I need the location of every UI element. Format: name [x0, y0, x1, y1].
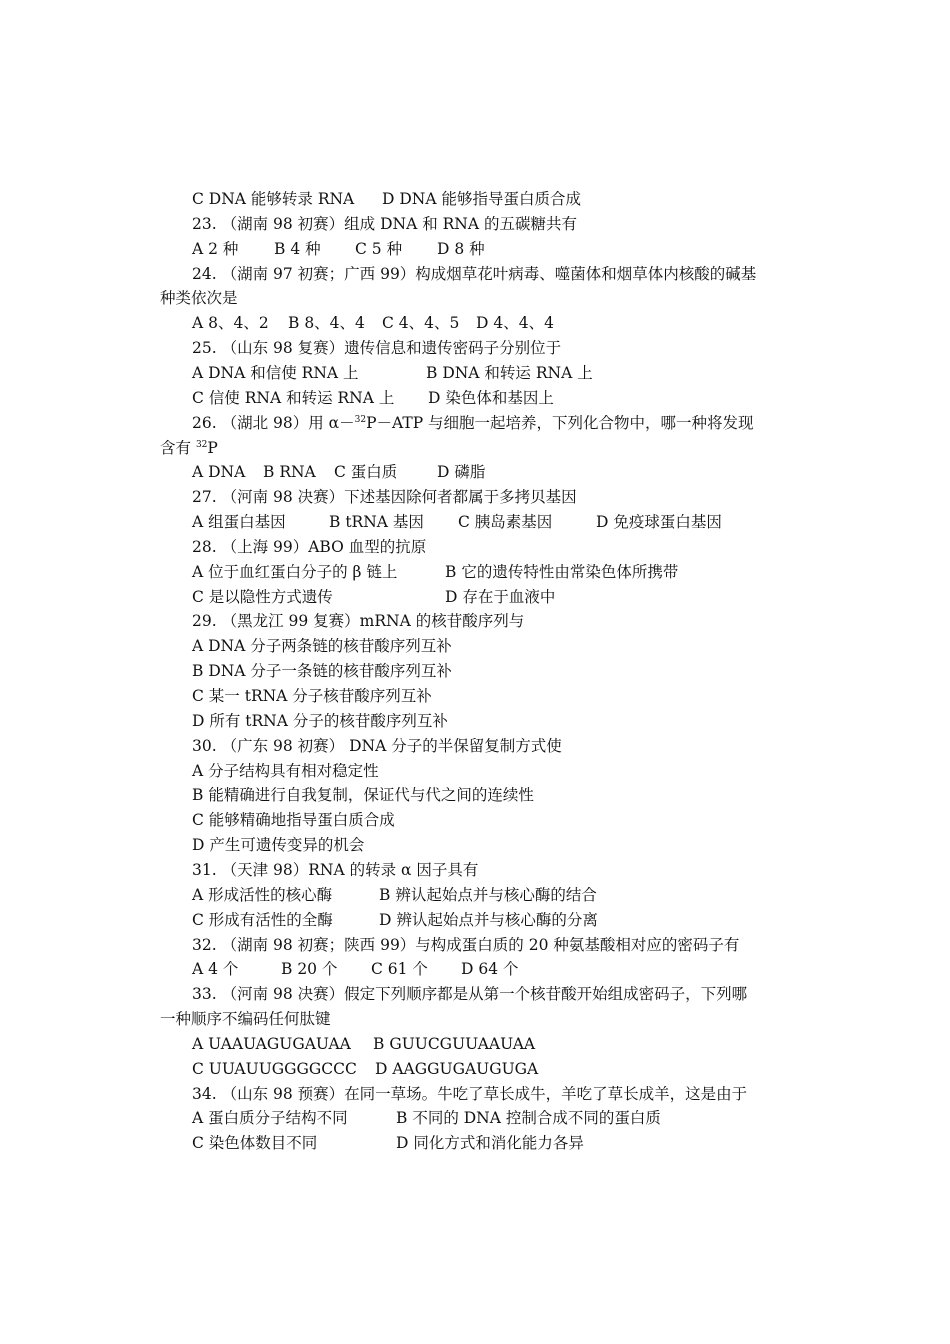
option-text: C 5 种 — [355, 239, 403, 258]
option-text: D 4、4、4 — [476, 314, 554, 333]
option-text: B 4 种 — [274, 239, 321, 258]
option-text: C UUAUUGGGGCCC — [192, 1059, 357, 1078]
option-text: B tRNA 基因 — [329, 513, 424, 532]
option-text: A DNA 和信使 RNA 上 — [192, 363, 359, 382]
option-text: C 染色体数目不同 — [192, 1134, 318, 1153]
text-line-l05: 种类依次是 — [160, 289, 238, 308]
option-text: C 61 个 — [371, 960, 428, 979]
text-line-l15: 28. （上海 99）ABO 血型的抗原 — [192, 537, 427, 556]
option-text: D 8 种 — [437, 239, 485, 258]
text-line-l21: C 某一 tRNA 分子核苷酸序列互补 — [192, 687, 432, 705]
option-text: A 组蛋白基因 — [192, 513, 286, 532]
option-text: B 8、4、4 — [288, 314, 365, 333]
text-line-l33: 33. （河南 98 决赛）假定下列顺序都是从第一个核苷酸开始组成密码子，下列哪 — [192, 985, 748, 1004]
text-line-l02: 23. （湖南 98 初赛）组成 DNA 和 RNA 的五碳糖共有 — [192, 214, 577, 233]
option-text: A 2 种 — [192, 239, 239, 258]
option-text: A DNA — [192, 463, 246, 482]
text-segment: P — [207, 438, 218, 457]
option-text: D 存在于血液中 — [445, 587, 556, 606]
option-text: B 不同的 DNA 控制合成不同的蛋白质 — [396, 1109, 661, 1128]
option-text: A UAAUAGUGAUAA — [192, 1034, 351, 1053]
text-line-l26: C 能够精确地指导蛋白质合成 — [192, 811, 395, 830]
option-text: D 64 个 — [461, 960, 519, 979]
text-line-l20: B DNA 分子一条链的核苷酸序列互补 — [192, 662, 452, 681]
option-text: C 是以隐性方式遗传 — [192, 587, 333, 606]
option-text: C 4、4、5 — [382, 314, 460, 333]
option-text: B DNA 和转运 RNA 上 — [426, 363, 593, 382]
option-text: B 它的遗传特性由常染色体所携带 — [445, 562, 679, 581]
option-text: A 蛋白质分子结构不同 — [192, 1109, 348, 1128]
text-line-l23: 30. （广东 98 初赛） DNA 分子的半保留复制方式使 — [192, 736, 562, 755]
text-line-l25: B 能精确进行自我复制，保证代与代之间的连续性 — [192, 786, 534, 805]
option-text: C 信使 RNA 和转运 RNA 上 — [192, 388, 395, 407]
option-text: D DNA 能够指导蛋白质合成 — [382, 190, 581, 208]
option-text: B RNA — [263, 463, 316, 482]
option-text: D 磷脂 — [437, 463, 486, 482]
option-text: A 形成活性的核心酶 — [192, 885, 333, 904]
option-text: C 形成有活性的全酶 — [192, 910, 333, 929]
text-line-l04: 24. （湖南 97 初赛；广西 99）构成烟草花叶病毒、噬菌体和烟草体内核酸的碱基 — [192, 264, 757, 283]
option-text: D 辨认起始点并与核心酶的分离 — [379, 910, 598, 929]
text-segment: P－ATP 与细胞一起培养，下列化合物中，哪一种将发现 — [366, 413, 754, 432]
option-text: D AAGGUGAUGUGA — [375, 1059, 539, 1078]
option-text: A 8、4、2 — [192, 314, 269, 333]
option-text: D 染色体和基因上 — [428, 388, 554, 407]
text-line-l31: 32. （湖南 98 初赛；陕西 99）与构成蛋白质的 20 种氨基酸相对应的密码子有 — [192, 935, 740, 954]
text-line-l11 — [160, 438, 218, 458]
text-segment: 26. （湖北 98）用 α－ — [192, 413, 355, 432]
text-line-l10 — [192, 413, 754, 433]
option-text: A 4 个 — [192, 960, 239, 979]
text-line-l28: 31. （天津 98）RNA 的转录 α 因子具有 — [192, 860, 479, 879]
text-line-l24: A 分子结构具有相对稳定性 — [192, 761, 379, 780]
option-text: B 20 个 — [281, 960, 338, 979]
text-line-l37: 34. （山东 98 预赛）在同一草场。牛吃了草长成牛，羊吃了草长成羊，这是由于 — [192, 1084, 748, 1103]
text-line-l34: 一种顺序不编码任何肽键 — [160, 1010, 331, 1029]
option-text: C 胰岛素基因 — [458, 513, 553, 532]
text-line-l07: 25. （山东 98 复赛）遗传信息和遗传密码子分别位于 — [192, 339, 562, 358]
option-text: D 同化方式和消化能力各异 — [396, 1134, 584, 1153]
option-text: A 位于血红蛋白分子的 β 链上 — [192, 562, 398, 581]
option-text: B 辨认起始点并与核心酶的结合 — [379, 885, 597, 904]
text-line-l27: D 产生可遗传变异的机会 — [192, 836, 365, 855]
text-line-l22: D 所有 tRNA 分子的核苷酸序列互补 — [192, 711, 448, 730]
text-line-l19: A DNA 分子两条链的核苷酸序列互补 — [192, 637, 452, 656]
text-segment: 含有 — [160, 438, 196, 457]
text-line-l18: 29. （黑龙江 99 复赛）mRNA 的核苷酸序列与 — [192, 612, 525, 631]
option-text: D 免疫球蛋白基因 — [596, 513, 722, 532]
option-text: B GUUCGUUAAUAA — [373, 1034, 536, 1053]
superscript: 32 — [354, 414, 367, 425]
text-line-l13: 27. （河南 98 决赛）下述基因除何者都属于多拷贝基因 — [192, 488, 577, 507]
superscript: 32 — [195, 439, 208, 450]
option-text: C DNA 能够转录 RNA — [192, 190, 355, 208]
option-text: C 蛋白质 — [334, 463, 398, 482]
